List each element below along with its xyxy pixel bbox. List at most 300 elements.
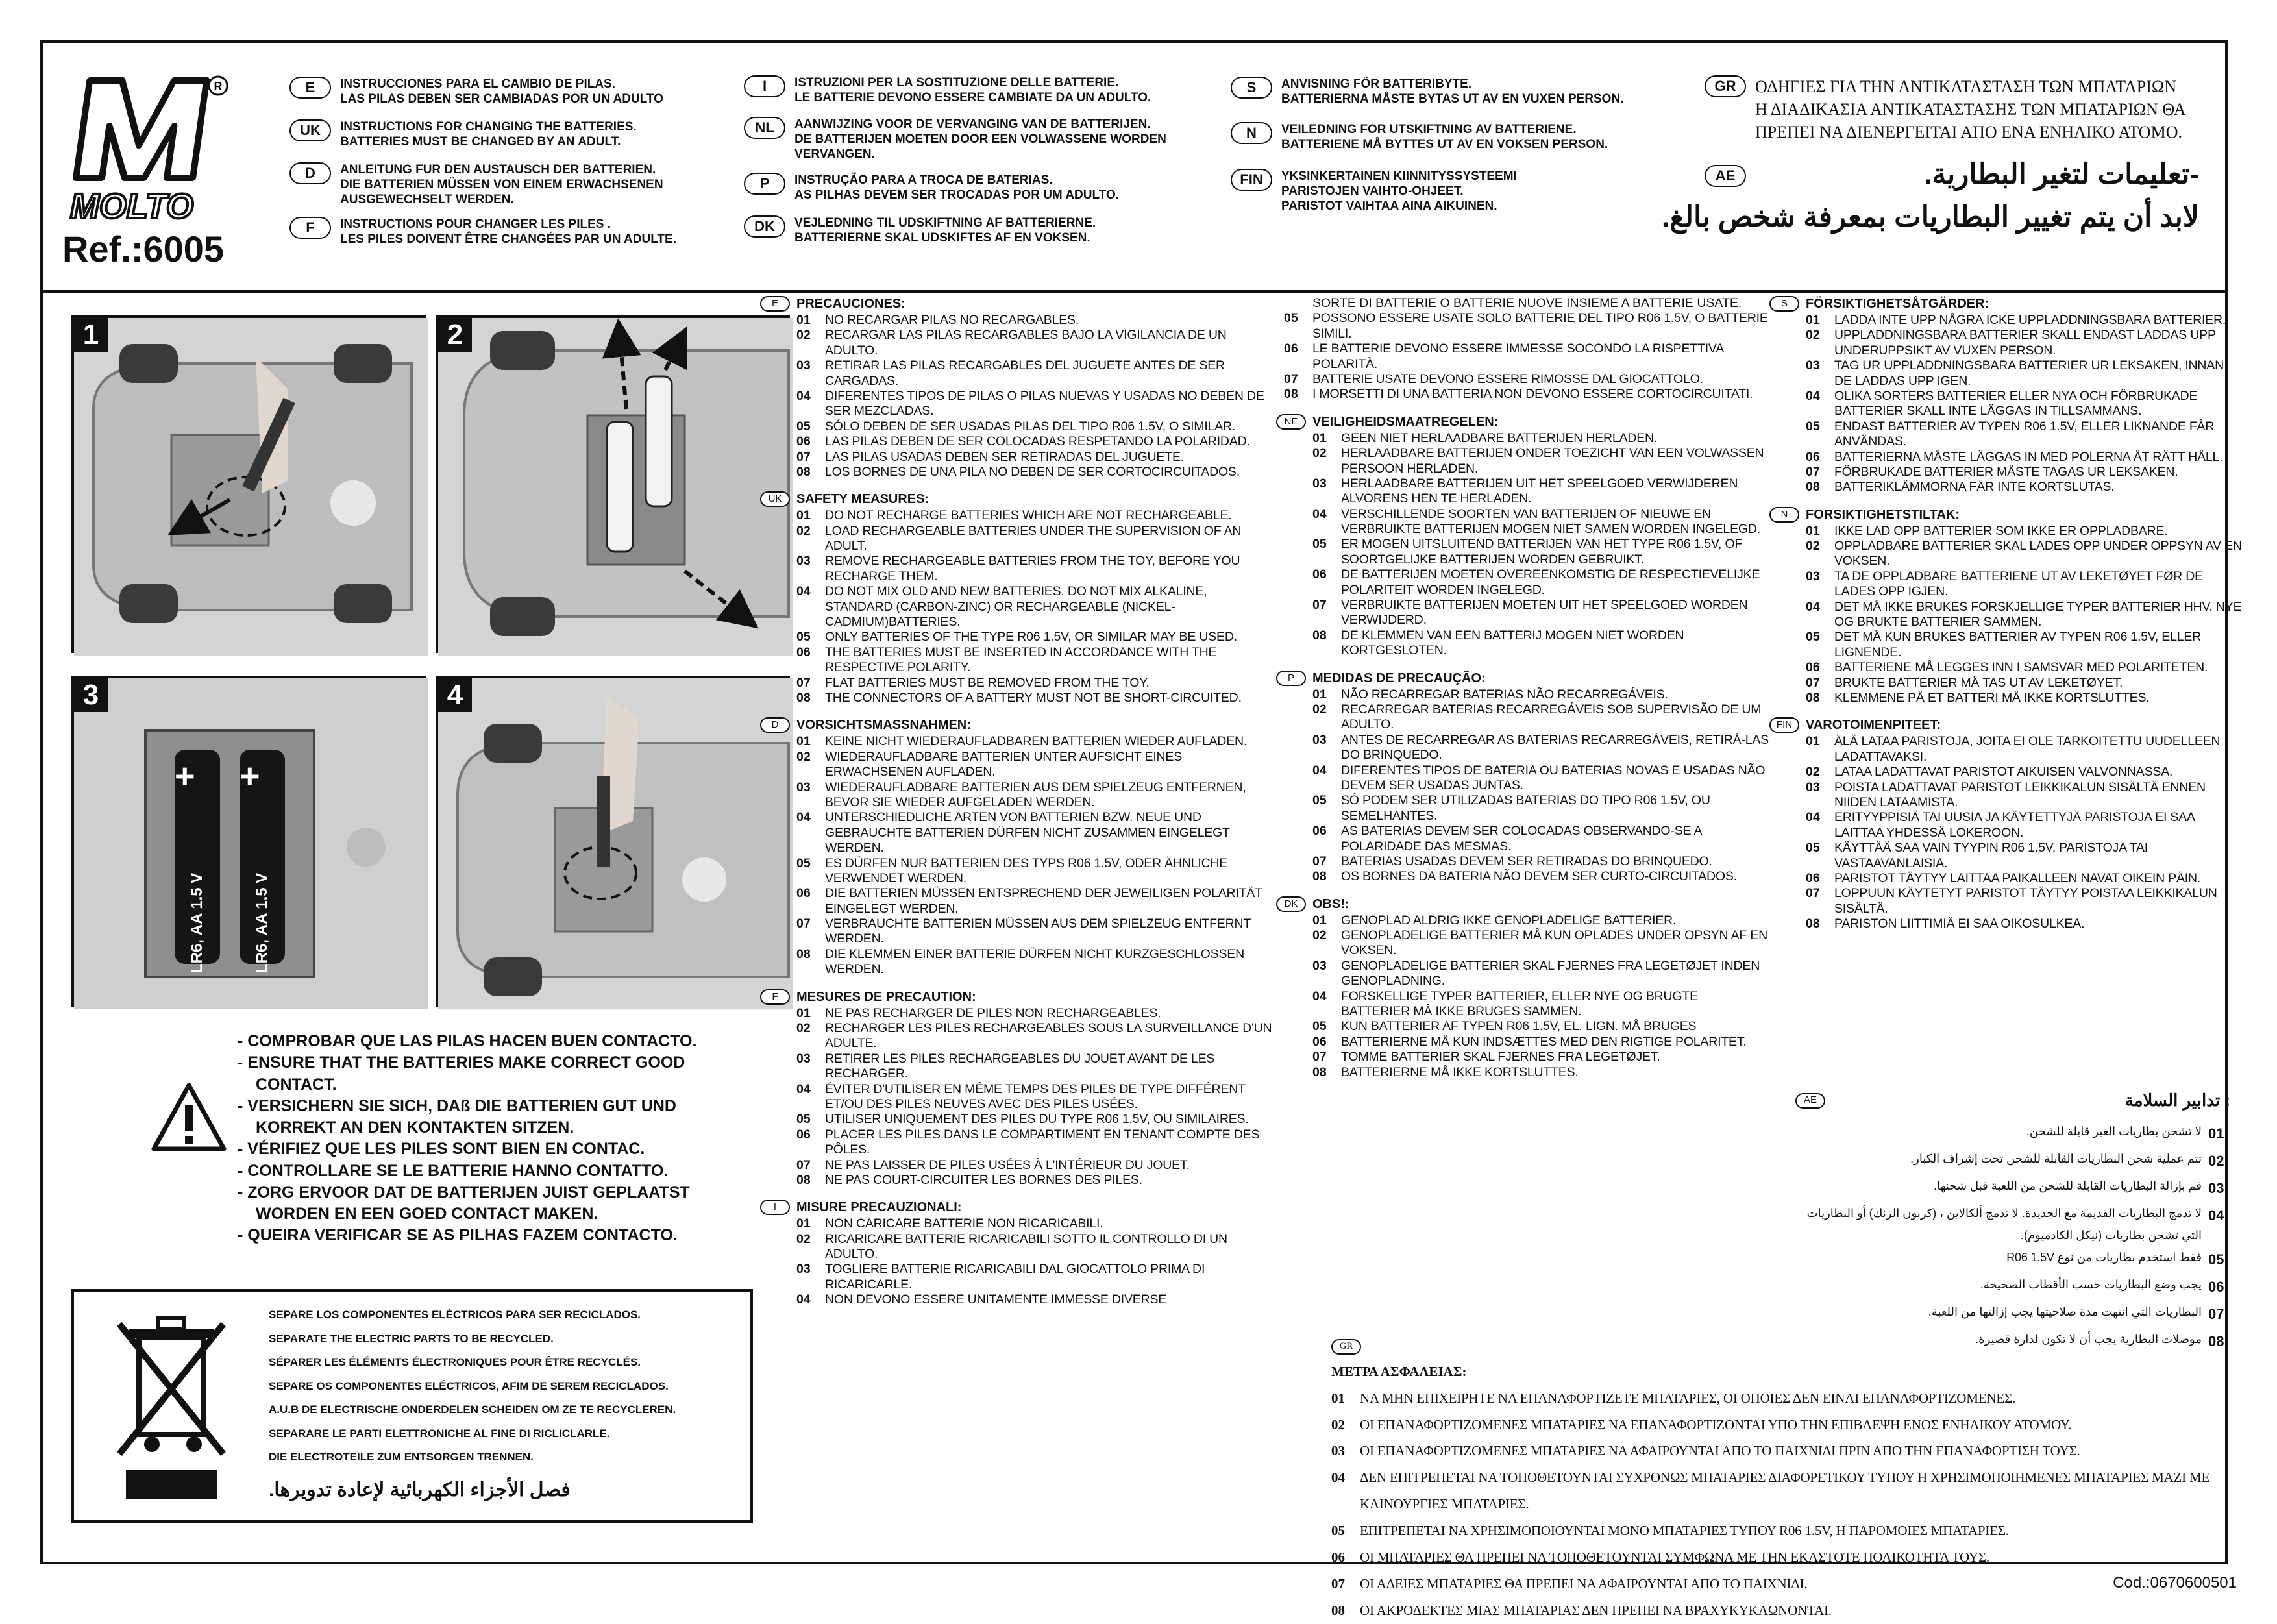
item-number: 05 <box>1312 793 1327 808</box>
item-number: 07 <box>1331 1576 1345 1592</box>
section-heading <box>1276 896 1769 912</box>
list-item <box>1806 734 2243 765</box>
lang-badge: UK <box>760 491 790 507</box>
item-text: NE PAS RECHARGER DE PILES NON RECHARGEABLES. <box>825 1005 1161 1020</box>
item-text: RECARGAR LAS PILAS RECARGABLES BAJO LA VIGILANCIA DE UN ADULTO. <box>825 328 1227 358</box>
column-2 <box>1276 296 1769 1092</box>
item-number: 06 <box>796 434 811 449</box>
list-item <box>1806 660 2243 675</box>
item-number: 02 <box>1806 765 1820 780</box>
section-title: VORSICHTSMASSNAHMEN: <box>796 718 971 733</box>
item-text: البطاريات التي انتهت مدة صلاحيتها يجب إزالتها من اللعبة. <box>1928 1305 2202 1318</box>
item-text: ΕΠΙΤΡΕΠΕΤΑΙ ΝΑ ΧΡΗΣΙΜΟΠΟΙΟΥΝΤΑΙ ΜΟΝΟ ΜΠΑΤΑΡΙΕΣ ΤΥΠΟΥ R06 1.5V, Η ΠΑΡΟΜΟΙΕΣ ΜΠΑΤΑΡΙΕΣ. <box>1360 1523 2009 1539</box>
item-text: LAS PILAS USADAS DEBEN SER RETIRADAS DEL JUGUETE. <box>825 449 1184 464</box>
item-text: HERLAADBARE BATTERIJEN ONDER TOEZICHT VAN EEN VOLWASSEN PERSOON HERLADEN. <box>1341 446 1764 476</box>
item-text: ES DÜRFEN NUR BATTERIEN DES TYPS R06 1.5V, ODER ÄHNLICHE VERWENDET WERDEN. <box>825 855 1228 885</box>
item-text: LOPPUUN KÄYTETYT PARISTOT TÄYTYY POISTAA LEIKKIKALUN SISÄLTÄ. <box>1834 886 2217 916</box>
item-number: 02 <box>796 1021 811 1036</box>
step-photo-2 <box>436 315 790 653</box>
list-item <box>1331 1544 2240 1571</box>
list-item <box>1312 507 1769 537</box>
list-item <box>1312 1035 1769 1050</box>
item-number: 07 <box>1312 1050 1327 1064</box>
item-number: 08 <box>1806 917 1820 931</box>
item-number: 04 <box>796 1081 811 1096</box>
item-text: LATAA LADATTAVAT PARISTOT AIKUISEN VALVONNASSA. <box>1834 765 2173 780</box>
item-text: REMOVE RECHARGEABLE BATTERIES FROM THE TOY, BEFORE YOU RECHARGE THEM. <box>825 554 1240 584</box>
list-item <box>796 1158 1273 1173</box>
section-title: FÖRSIKTIGHETSÅTGÄRDER: <box>1806 297 1989 311</box>
logo-wordmark: MOLTO <box>70 187 193 226</box>
list-item <box>1331 1412 2240 1438</box>
header-ae: -تعليمات لتغير البطارية. لابد أن يتم تغيير البطاريات بمعرفة شخص بالغ. <box>1661 158 2199 233</box>
item-number: 02 <box>796 328 811 343</box>
item-text: GEEN NIET HERLAADBARE BATTERIJEN HERLADEN. <box>1341 430 1658 445</box>
item-text: لا تدمج البطاريات القديمة مع الجديدة. لا تدمج ألكالاين ، (كربون الزنك) أو البطاريات التي تشحن بطاريات (نيكل الكادميوم). <box>1806 1206 2202 1242</box>
item-text: RECHARGER LES PILES RECHARGEABLES SOUS LA SURVEILLANCE D'UN ADULTE. <box>825 1021 1272 1051</box>
list-item <box>796 1262 1273 1292</box>
step-number: 4 <box>438 678 472 712</box>
header-es: E INSTRUCCIONES PARA EL CAMBIO DE PILAS. LAS PILAS DEBEN SER CAMBIADAS POR UN ADULTO <box>289 77 663 106</box>
list-item <box>1284 387 1769 402</box>
list-item <box>1795 1246 2230 1273</box>
lang-badge-fr: F <box>289 217 331 239</box>
list-item <box>796 358 1273 389</box>
list-item <box>796 508 1273 523</box>
safety-section <box>1769 717 2243 931</box>
item-text: OLIKA SORTERS BATTERIER ELLER NYA OCH FÖRBRUKADE BATTERIER SKALL INTE LÄGGAS IN TILLSAMMANS. <box>1834 388 2198 419</box>
item-number: 04 <box>1312 763 1327 778</box>
item-text: ÉVITER D'UTILISER EN MÊME TEMPS DES PILES DE TYPE DIFFÉRENT ET/OU DES PILES NEUVES AVEC DES PILES USÉES. <box>825 1081 1246 1111</box>
item-text: VERSCHILLENDE SOORTEN VAN BATTERIJEN OF NIEUWE EN VERBRUIKTE BATTERIJEN MOGEN NIET SAMEN WORDEN INGELEGD. <box>1341 506 1760 537</box>
item-number: 02 <box>796 1231 811 1246</box>
item-text: LOS BORNES DE UNA PILA NO DEBEN DE SER CORTOCIRCUITADOS. <box>825 464 1240 479</box>
item-text: NE PAS COURT-CIRCUITER LES BORNES DES PILES. <box>825 1172 1142 1187</box>
list-item <box>1806 780 2243 811</box>
list-item <box>1312 687 1769 702</box>
item-number: 02 <box>1806 539 1820 554</box>
product-code: Cod.:0670600501 <box>2113 1574 2237 1592</box>
item-number: 02 <box>1331 1416 1345 1433</box>
continued-text: SORTE DI BATTERIE O BATTERIE NUOVE INSIEME A BATTERIE USATE. <box>1312 296 1742 310</box>
list-item <box>1312 1050 1769 1064</box>
list-item <box>1806 569 2243 600</box>
list-item <box>1795 1273 2230 1301</box>
item-text: ΝΑ ΜΗΝ ΕΠΙΧΕΙΡΗΤΕ ΝΑ ΕΠΑΝΑΦΟΡΤΙΖΕΤΕ ΜΠΑΤΑΡΙΕΣ, ΟΙ ΟΠΟΙΕΣ ΔΕΝ ΕΙΝΑΙ ΕΠΑΝΑΦΟΡΤΙΖΟΜΕΝΕΣ. <box>1360 1390 2016 1406</box>
lang-badge: AE <box>1795 1093 1825 1109</box>
item-text: DE KLEMMEN VAN EEN BATTERIJ MOGEN NIET WORDEN KORTGESLOTEN. <box>1341 628 1684 658</box>
list-item <box>796 1052 1273 1082</box>
lang-badge-it: I <box>744 75 785 97</box>
item-number: 01 <box>1331 1390 1345 1406</box>
list-item <box>796 630 1273 645</box>
item-text: SÓLO DEBEN DE SER USADAS PILAS DEL TIPO R06 1.5V, O SIMILAR. <box>825 419 1236 434</box>
list-item <box>1331 1518 2240 1544</box>
section-heading <box>1769 296 2243 312</box>
item-text: THE CONNECTORS OF A BATTERY MUST NOT BE SHORT-CIRCUITED. <box>825 690 1242 705</box>
item-text: ER MOGEN UITSLUITEND BATTERIJEN VAN HET TYPE R06 1.5V, OF SOORTGELIJKE BATTERIJEN WORDEN GEBRUIKT. <box>1341 537 1743 567</box>
item-number: 03 <box>796 1262 811 1277</box>
list-item <box>1312 567 1769 598</box>
item-number: 07 <box>1312 598 1327 613</box>
column-1 <box>760 296 1273 1320</box>
item-number: 08 <box>796 690 811 705</box>
item-number: 08 <box>1312 869 1327 884</box>
recycling-box <box>71 1289 753 1523</box>
item-text: DIE BATTERIEN MÜSSEN ENTSPRECHEND DER JEWEILIGEN POLARITÄT EINGELEGT WERDEN. <box>825 886 1262 916</box>
item-number: 01 <box>1806 734 1820 749</box>
battery-plus-sign: + <box>240 757 260 796</box>
section-heading <box>760 989 1273 1005</box>
list-item <box>796 524 1273 554</box>
item-number: 04 <box>1806 599 1820 614</box>
list-item <box>796 554 1273 584</box>
lang-badge: N <box>1769 507 1799 523</box>
lang-badge-s: S <box>1231 77 1272 99</box>
contact-warnings: - COMPROBAR QUE LAS PILAS HACEN BUEN CONTACTO. - ENSURE THAT THE BATTERIES MAKE CORRECT GOOD CONTACT. - VERSICHERN SIE SICH, DAß DIE BATTERIEN GUT UND KORREKT AN DEN KONTAKTEN SITZEN. - VÉRIFIEZ QUE LES PILES SONT BIEN EN CONTAC. - CONTROLLARE SE LE BATTERIE HANNO CONTATTO. - ZORG ERVOOR DAT DE BATTERIJEN JUIST GEPLAATST WORDEN EN EEN GOED CONTACT MAKEN. - QUEIRA VERIFICAR SE AS PILHAS FAZEM CONTACTO. <box>238 1032 697 1245</box>
list-item <box>1312 989 1769 1020</box>
list-item <box>1795 1175 2230 1202</box>
item-number: 01 <box>1312 687 1327 702</box>
list-item <box>1312 793 1769 824</box>
step-photo-1 <box>71 315 426 653</box>
item-number: 01 <box>1312 913 1327 928</box>
lang-badge-n: N <box>1231 122 1272 144</box>
item-number: 08 <box>1312 628 1327 643</box>
toy-cover-screw-illustration <box>438 678 793 1009</box>
item-number: 03 <box>796 780 811 794</box>
item-text: TA DE OPPLADBARE BATTERIENE UT AV LEKETØYET FØR DE LADES OPP IGJEN. <box>1834 569 2203 599</box>
item-text: DO NOT MIX OLD AND NEW BATTERIES. DO NOT MIX ALKALINE, STANDARD (CARBON-ZINC) OR RECHARGEABLE (NICKEL- CADMIUM)BATTERIES. <box>825 584 1207 630</box>
item-number: 01 <box>796 1005 811 1020</box>
item-text: LADDA INTE UPP NÅGRA ICKE UPPLADDNINGSBARA BATTERIER. <box>1834 313 2226 327</box>
list-item <box>1806 358 2243 389</box>
item-text: TAG UR UPPLADDNINGSBARA BATTERIER UR LEKSAKEN, INNAN DE LADDAS UPP IGEN. <box>1834 358 2224 388</box>
list-item <box>796 750 1273 780</box>
list-item <box>796 917 1273 947</box>
item-text: PLACER LES PILES DANS LE COMPARTIMENT EN TENANT COMPTE DES PÔLES. <box>825 1127 1260 1157</box>
item-text: SÓ PODEM SER UTILIZADAS BATERIAS DO TIPO R06 1.5V, OU SEMELHANTES. <box>1341 793 1710 823</box>
list-item <box>1806 886 2243 917</box>
header-gr: GR ΟΔΗΓΙΕΣ ΓΙΑ ΤΗΝ ΑΝΤΙΚΑΤΑΣΤΑΣΗ ΤΩΝ ΜΠΑΤΑΡΙΩΝ Η ΔΙΑΔΙΚΑΣΙΑ ΑΝΤΙΚΑΤΑΣΤΑΣΗΣ ΤΩΝ ΜΠΑΤΑΡΙΩΝ ΘΑ ΠΡΕΠΕΙ ΝΑ ΔΙΕΝΕΡΓΕΙΤΑΙ ΑΠΟ ΕΝΑ ΕΝΗΛΙΚΟ ΑΤΟΜΟ. <box>1705 75 2186 143</box>
list-item <box>796 584 1273 630</box>
svg-text:R: R <box>214 80 223 93</box>
item-number: 03 <box>1806 358 1820 373</box>
item-number: 04 <box>796 810 811 825</box>
list-item <box>796 1216 1273 1231</box>
item-number: 06 <box>1806 449 1820 464</box>
item-number: 07 <box>796 917 811 931</box>
list-item <box>1806 810 2243 841</box>
section-heading <box>760 717 1273 733</box>
lang-badge: F <box>760 989 790 1005</box>
list-item <box>1806 917 2243 931</box>
list-item <box>796 419 1273 434</box>
lang-badge-pt: P <box>744 173 785 195</box>
section-title: SAFETY MEASURES: <box>796 492 929 507</box>
step-number: 3 <box>74 678 108 712</box>
header-n: N VEILEDNING FOR UTSKIFTNING AV BATTERIENE. BATTERIENE MÅ BYTTES UT AV EN VOKSEN PERSON. <box>1231 122 1608 152</box>
lang-badge: GR <box>1331 1339 1361 1355</box>
item-text: DIE KLEMMEN EINER BATTERIE DÜRFEN NICHT KURZGESCHLOSSEN WERDEN. <box>825 946 1244 977</box>
item-number: 06 <box>1806 660 1820 675</box>
section-title: تدابير السلامة : <box>2124 1090 2230 1110</box>
list-item <box>1331 1385 2240 1412</box>
item-text: GENOPLADELIGE BATTERIER SKAL FJERNES FRA LEGETØJET INDEN GENOPLADNING. <box>1341 958 1760 989</box>
list-item <box>1284 341 1769 372</box>
safety-section <box>760 989 1273 1188</box>
item-text: KEINE NICHT WIEDERAUFLADBAREN BATTERIEN WIEDER AUFLADEN. <box>825 734 1248 749</box>
list-item <box>796 691 1273 706</box>
item-text: موصلات البطارية يجب أن لا تكون لدارة قصيرة. <box>1975 1332 2202 1346</box>
item-number: 01 <box>1312 430 1327 445</box>
item-text: PARISTOT TÄYTYY LAITTAA PAIKALLEEN NAVAT OIKEIN PÄIN. <box>1834 870 2201 885</box>
section-heading <box>760 491 1273 507</box>
item-number: 05 <box>1312 1019 1327 1034</box>
lang-badge-ae: AE <box>1705 165 1746 187</box>
item-number: 04 <box>1312 506 1327 521</box>
battery-plus-sign: + <box>175 757 195 796</box>
item-text: LOAD RECHARGEABLE BATTERIES UNDER THE SUPERVISION OF AN ADULT. <box>825 523 1242 554</box>
header-fr: F INSTRUCTIONS POUR CHANGER LES PILES . LES PILES DOIVENT ÊTRE CHANGÉES PAR UN ADULTE. <box>289 217 676 247</box>
list-item <box>1312 854 1769 869</box>
item-text: DET MÅ IKKE BRUKES FORSKJELLIGE TYPER BATTERIER HHV. NYE OG BRUKTE BATTERIER SAMMEN. <box>1834 599 2242 630</box>
list-item <box>1806 841 2243 871</box>
list-item <box>1284 372 1769 387</box>
item-number: 05 <box>796 419 811 434</box>
item-text: OPPLADBARE BATTERIER SKAL LADES OPP UNDER OPPSYN AV EN VOKSEN. <box>1834 539 2242 569</box>
item-text: DIFERENTES TIPOS DE PILAS O PILAS NUEVAS Y USADAS NO DEBEN DE SER MEZCLADAS. <box>825 388 1264 419</box>
list-item <box>796 1127 1273 1158</box>
item-text: FORSKELLIGE TYPER BATTERIER, ELLER NYE OG BRUGTE BATTERIER MÅ IKKE BRUGES SAMMEN. <box>1341 989 1698 1019</box>
item-text: ΟΙ ΑΔΕΙΕΣ ΜΠΑΤΑΡΙΕΣ ΘΑ ΠΡΕΠΕΙ ΝΑ ΑΦΑΙΡΟΥΝΤΑΙ ΑΠΟ ΤΟ ΠΑΙΧΝΙΔΙ. <box>1360 1576 1808 1592</box>
list-item <box>1312 1065 1769 1080</box>
list-item <box>1806 328 2243 358</box>
item-number: 04 <box>1331 1470 1345 1486</box>
safety-section <box>1276 896 1769 1080</box>
item-text: DO NOT RECHARGE BATTERIES WHICH ARE NOT RECHARGEABLE. <box>825 508 1232 523</box>
item-text: FLAT BATTERIES MUST BE REMOVED FROM THE TOY. <box>825 675 1150 690</box>
item-number: 02 <box>1312 446 1327 461</box>
item-number: 05 <box>796 1112 811 1127</box>
item-text: BATTERIENE MÅ LEGGES INN I SAMSVAR MED POLARITETEN. <box>1834 660 2208 675</box>
list-item <box>1312 1019 1769 1034</box>
list-item <box>1312 431 1769 446</box>
safety-section <box>1276 671 1769 885</box>
item-number: 01 <box>2208 1126 2224 1142</box>
item-number: 08 <box>1806 480 1820 495</box>
list-item <box>1806 450 2243 465</box>
item-text: RETIRER LES PILES RECHARGEABLES DU JOUET AVANT DE LES RECHARGER. <box>825 1051 1215 1081</box>
item-number: 04 <box>796 388 811 403</box>
section-title: OBS!: <box>1312 896 1349 911</box>
item-text: BATTERIE USATE DEVONO ESSERE RIMOSSE DAL GIOCATTOLO. <box>1312 371 1703 386</box>
safety-section <box>1769 296 2243 495</box>
lang-badge-nl: NL <box>744 117 785 139</box>
item-number: 07 <box>1806 464 1820 479</box>
list-item <box>1806 313 2243 328</box>
list-item <box>1312 824 1769 854</box>
item-text: يجب وضع البطاريات حسب الأقطاب الصحيحة. <box>1980 1277 2202 1291</box>
item-number: 02 <box>1806 328 1820 343</box>
arabic-safety-section <box>1795 1085 2230 1355</box>
item-text: DIFERENTES TIPOS DE BATERIA OU BATERIAS NOVAS E USADAS NÃO DEVEM SER USADAS JUNTAS. <box>1341 763 1766 793</box>
item-text: POISTA LADATTAVAT PARISTOT LEIKKIKALUN SISÄLTÄ ENNEN NIIDEN LATAAMISTA. <box>1834 780 2206 809</box>
section-title: PRECAUCIONES: <box>796 297 905 311</box>
lang-badge: FIN <box>1769 717 1799 733</box>
battery-label: LR6, AA 1.5 V <box>253 872 271 973</box>
safety-section <box>760 717 1273 977</box>
item-text: ONLY BATTERIES OF THE TYPE R06 1.5V, OR SIMILAR MAY BE USED. <box>825 630 1237 645</box>
item-text: KLEMMENE PÅ ET BATTERI MÅ IKKE KORTSLUTTES. <box>1834 690 2150 705</box>
list-item <box>1806 676 2243 691</box>
item-number: 04 <box>1806 810 1820 825</box>
list-item <box>796 1232 1273 1262</box>
list-item <box>796 434 1273 449</box>
item-text: POSSONO ESSERE USATE SOLO BATTERIE DEL TIPO R06 1.5V, O BATTERIE SIMILI. <box>1312 311 1768 341</box>
list-item <box>796 645 1273 676</box>
lang-badge: D <box>760 717 790 733</box>
item-number: 06 <box>1312 567 1327 582</box>
item-text: LAS PILAS DEBEN DE SER COLOCADAS RESPETANDO LA POLARIDAD. <box>825 434 1250 449</box>
section-title: MESURES DE PRECAUTION: <box>796 989 976 1004</box>
safety-section <box>760 296 1273 480</box>
item-text: ERITYYPPISIÄ TAI UUSIA JA KÄYTETTYJÄ PARISTOJA EI SAA LAITTAA YHDESSÄ LOKEROON. <box>1834 810 2195 840</box>
item-text: ΟΙ ΕΠΑΝΑΦΟΡΤΙΖΟΜΕΝΕΣ ΜΠΑΤΑΡΙΕΣ ΝΑ ΑΦΑΙΡΟΥΝΤΑΙ ΑΠΟ ΤΟ ΠΑΙΧΝΙΔΙ ΠΡΙΝ ΑΠΟ ΤΗΝ ΕΠΑΝΑΦΟΡΤΙΣΗ ΤΟΥΣ. <box>1360 1443 2080 1459</box>
toy-battery-removal-illustration <box>438 318 793 656</box>
section-title: FORSIKTIGHETSTILTAK: <box>1806 507 1960 522</box>
greek-safety-section <box>1331 1331 2240 1624</box>
item-number: 01 <box>1806 523 1820 538</box>
item-text: VERBRAUCHTE BATTERIEN MÜSSEN AUS DEM SPIELZEUG ENTFERNT WERDEN. <box>825 917 1251 946</box>
list-item <box>1331 1438 2240 1464</box>
item-number: 03 <box>1312 958 1327 973</box>
product-ref: Ref.:6005 <box>62 228 225 269</box>
item-number: 05 <box>796 630 811 645</box>
item-text: ΟΙ ΑΚΡΟΔΕΚΤΕΣ ΜΙΑΣ ΜΠΑΤΑΡΙΑΣ ΔΕΝ ΠΡΕΠΕΙ ΝΑ ΒΡΑΧΥΚΥΚΛΩΝΟΝΤΑΙ. <box>1360 1603 1832 1619</box>
item-number: 06 <box>1806 870 1820 885</box>
safety-section <box>1769 507 2243 706</box>
item-text: HERLAADBARE BATTERIJEN UIT HET SPEELGOED VERWIJDEREN ALVORENS HEN TE HERLADEN. <box>1341 476 1738 506</box>
item-number: 07 <box>1284 371 1298 386</box>
list-item <box>1312 733 1769 763</box>
item-number: 05 <box>1331 1523 1345 1539</box>
item-number: 03 <box>1312 732 1327 747</box>
list-item <box>1806 539 2243 569</box>
section-title: VEILIGHEIDSMAATREGELEN: <box>1312 414 1499 429</box>
step-photo-4 <box>436 676 790 1007</box>
list-item <box>1795 1148 2230 1175</box>
item-number: 06 <box>1312 824 1327 839</box>
list-item <box>1312 928 1769 959</box>
list-item <box>1312 537 1769 567</box>
list-item <box>1331 1464 2240 1518</box>
list-item <box>796 1173 1273 1188</box>
item-number: 03 <box>1806 569 1820 584</box>
molto-logo <box>62 68 270 230</box>
item-number: 03 <box>1331 1443 1345 1459</box>
item-number: 08 <box>796 1172 811 1187</box>
item-number: 05 <box>1312 537 1327 552</box>
item-number: 08 <box>1806 690 1820 705</box>
item-number: 05 <box>2208 1251 2224 1268</box>
item-number: 02 <box>796 749 811 764</box>
item-text: UPPLADDNINGSBARA BATTERIER SKALL ENDAST LADDAS UPP UNDERUPPSIKT AV VUXEN PERSON. <box>1834 328 2216 358</box>
list-item <box>1806 871 2243 886</box>
item-number: 02 <box>1312 702 1327 717</box>
weee-crossed-bin-icon <box>113 1311 230 1506</box>
section-heading <box>760 1200 1273 1215</box>
header-uk: UK INSTRUCTIONS FOR CHANGING THE BATTERIES. BATTERIES MUST BE CHANGED BY AN ADULT. <box>289 119 637 149</box>
item-number: 04 <box>796 584 811 599</box>
battery-label: LR6, AA 1.5 V <box>188 872 206 973</box>
list-item <box>1806 691 2243 706</box>
header-pt: P INSTRUÇÃO PARA A TROCA DE BATERIAS. AS PILHAS DEVEM SER TROCADAS POR UM ADULTO. <box>744 173 1119 203</box>
item-text: ÄLÄ LATAA PARISTOJA, JOITA EI OLE TARKOITETTU UUDELLEEN LADATTAVAKSI. <box>1834 734 2221 764</box>
list-item <box>796 328 1273 358</box>
header-s: S ANVISNING FÖR BATTERIBYTE. BATTERIERNA MÅSTE BYTAS UT AV EN VUXEN PERSON. <box>1231 77 1623 106</box>
list-item <box>796 856 1273 887</box>
item-text: لا تشحن بطاريات الغير قابلة للشحن. <box>2026 1125 2202 1138</box>
list-item <box>796 450 1273 465</box>
item-number: 03 <box>796 1051 811 1066</box>
item-number: 05 <box>1806 841 1820 855</box>
item-number: 08 <box>1284 387 1298 402</box>
lang-badge: DK <box>1276 896 1306 912</box>
item-number: 08 <box>796 946 811 961</box>
list-item <box>1806 389 2243 419</box>
item-number: 03 <box>796 554 811 569</box>
list-item <box>1806 600 2243 630</box>
list-item <box>1284 311 1769 341</box>
italian-continued <box>1276 296 1769 402</box>
lang-badge-gr: GR <box>1705 75 1746 97</box>
list-item <box>796 465 1273 480</box>
list-item <box>796 389 1273 419</box>
item-number: 05 <box>1806 419 1820 434</box>
item-text: NO RECARGAR PILAS NO RECARGABLES. <box>825 313 1079 327</box>
lang-badge-de: D <box>289 162 331 184</box>
item-number: 06 <box>1312 1034 1327 1049</box>
item-number: 05 <box>796 855 811 870</box>
list-item <box>1312 869 1769 884</box>
item-text: FÖRBRUKADE BATTERIER MÅSTE TAGAS UR LEKSAKEN. <box>1834 464 2178 479</box>
item-number: 02 <box>2208 1153 2224 1170</box>
list-item <box>796 1292 1273 1307</box>
list-item <box>1331 1571 2240 1597</box>
item-text: VERBRUIKTE BATTERIJEN MOETEN UIT HET SPEELGOED WORDEN VERWIJDERD. <box>1341 598 1748 628</box>
item-text: UNTERSCHIEDLICHE ARTEN VON BATTERIEN BZW. NEUE UND GEBRAUCHTE BATTERIEN DÜRFEN NICHT ZUSAMMEN EINGELEGT WERDEN. <box>825 810 1230 855</box>
warning-triangle-icon <box>150 1081 228 1153</box>
item-number: 04 <box>1806 388 1820 403</box>
section-title: VAROTOIMENPITEET: <box>1806 718 1941 733</box>
section-heading <box>760 296 1273 312</box>
item-text: ANTES DE RECARREGAR AS BATERIAS RECARREGÁVEIS, RETIRÁ-LAS DO BRINQUEDO. <box>1341 732 1769 763</box>
item-number: 07 <box>796 675 811 690</box>
list-item <box>1795 1120 2230 1148</box>
item-number: 03 <box>1312 476 1327 491</box>
section-heading <box>1769 507 2243 523</box>
list-item <box>1312 476 1769 507</box>
safety-section <box>760 491 1273 706</box>
list-item <box>796 734 1273 749</box>
item-text: BATTERIKLÄMMORNA FÅR INTE KORTSLUTAS. <box>1834 480 2115 495</box>
item-number: 08 <box>2208 1333 2224 1349</box>
item-text: AS BATERIAS DEVEM SER COLOCADAS OBSERVANDO-SE A POLARIDADE DAS MESMAS. <box>1341 824 1702 854</box>
header <box>43 43 2225 293</box>
list-item <box>1806 524 2243 539</box>
item-number: 01 <box>796 1216 811 1231</box>
